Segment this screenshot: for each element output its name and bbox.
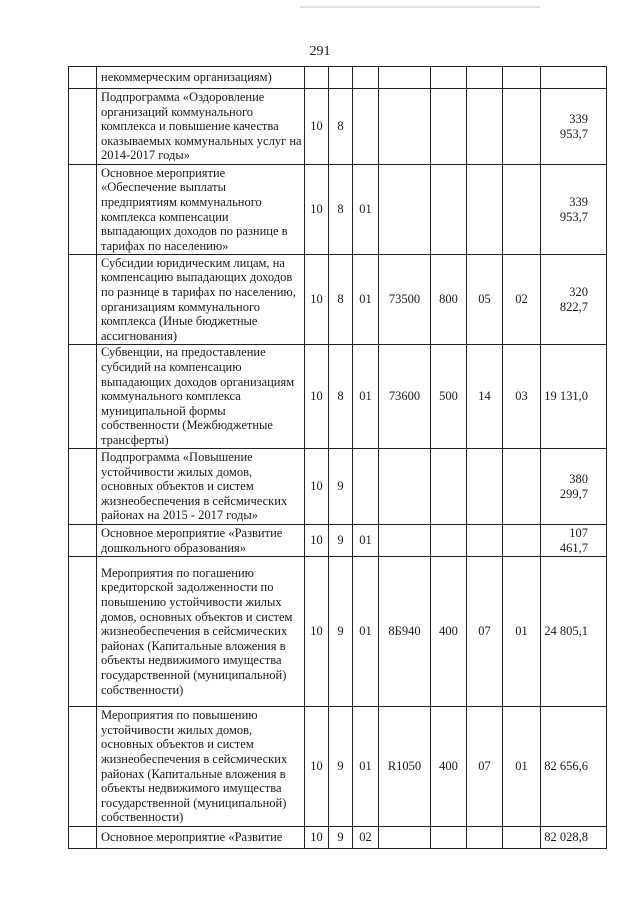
table-row: Подпрограмма «Оздоровление организаций коммунального комплекса и повышение качества оказываемых коммунальных услуг на 2014-2017 годы» 10 8 339 953,7 [69,89,607,165]
row-name: Субвенции, на предоставление субсидий на компенсацию выпадающих доходов организациям коммунального комплекса муниципальной формы собственности (Межбюджетные трансферты) [97,345,305,449]
row-name: Основное мероприятие «Развитие [97,827,305,849]
table-row: Субвенции, на предоставление субсидий на компенсацию выпадающих доходов организациям коммунального комплекса муниципальной формы собственности (Межбюджетные трансферты) 10 8 01 73600 500 14 03 19 131,0 [69,345,607,449]
row-name: Мероприятия по повышению устойчивости жилых домов, основных объектов и систем жизнеобеспечения в сейсмических районах (Капитальные вложения в объекты недвижимого имущества государственной (муниципальной) собственности) [97,707,305,827]
table-row: Основное мероприятие «Развитие дошкольного образования» 10 9 01 107 461,7 [69,525,607,557]
row-name: Основное мероприятие «Обеспечение выплаты предприятиям коммунального комплекса компенсации выпадающих доходов по разнице в тарифах по населению» [97,165,305,255]
table-row: Мероприятия по повышению устойчивости жилых домов, основных объектов и систем жизнеобеспечения в сейсмических районах (Капитальные вложения в объекты недвижимого имущества государственной (муниципальной) собственности) 10 9 01 R1050 400 07 01 82 656,6 [69,707,607,827]
table-row [69,67,607,89]
table-row: Подпрограмма «Повышение устойчивости жилых домов, основных объектов и систем жизнеобеспечения в сейсмических районах на 2015 - 2017 годы» 10 9 380 299,7 [69,449,607,525]
row-name: Основное мероприятие «Развитие дошкольного образования» [97,525,305,557]
row-name: Подпрограмма «Повышение устойчивости жилых домов, основных объектов и систем жизнеобеспечения в сейсмических районах на 2015 - 2017 годы» [97,449,305,525]
table-row: Основное мероприятие «Развитие 10 9 02 82 028,8 [69,827,607,849]
row-name: Субсидии юридическим лицам, на компенсацию выпадающих доходов по разнице в тарифах по населению, организациям коммунального комплекса (Иные бюджетные ассигнования) [97,255,305,345]
table-row: Субсидии юридическим лицам, на компенсацию выпадающих доходов по разнице в тарифах по населению, организациям коммунального комплекса (Иные бюджетные ассигнования) 10 8 01 73500 800 05 02 320 822,7 [69,255,607,345]
scan-artifact [300,6,540,8]
row-name: Мероприятия по погашению кредиторской задолженности по повышению устойчивости жилых домов, основных объектов и систем жизнеобеспечения в сейсмических районах (Капитальные вложения в объекты недвижимого имущества государственной (муниципальной) собственности) [97,557,305,707]
row-name: некоммерческим организациям) [97,67,305,89]
table-row: Мероприятия по погашению кредиторской задолженности по повышению устойчивости жилых домов, основных объектов и систем жизнеобеспечения в сейсмических районах (Капитальные вложения в объекты недвижимого имущества государственной (муниципальной) собственности) 10 9 01 8Б940 400 07 01 24 805,1 [69,557,607,707]
budget-table [68,66,607,849]
page-number: 291 [309,44,331,59]
table-row: Основное мероприятие «Обеспечение выплаты предприятиям коммунального комплекса компенсации выпадающих доходов по разнице в тарифах по населению» 10 8 01 339 953,7 [69,165,607,255]
row-name: Подпрограмма «Оздоровление организаций коммунального комплекса и повышение качества оказываемых коммунальных услуг на 2014-2017 годы» [97,89,305,165]
